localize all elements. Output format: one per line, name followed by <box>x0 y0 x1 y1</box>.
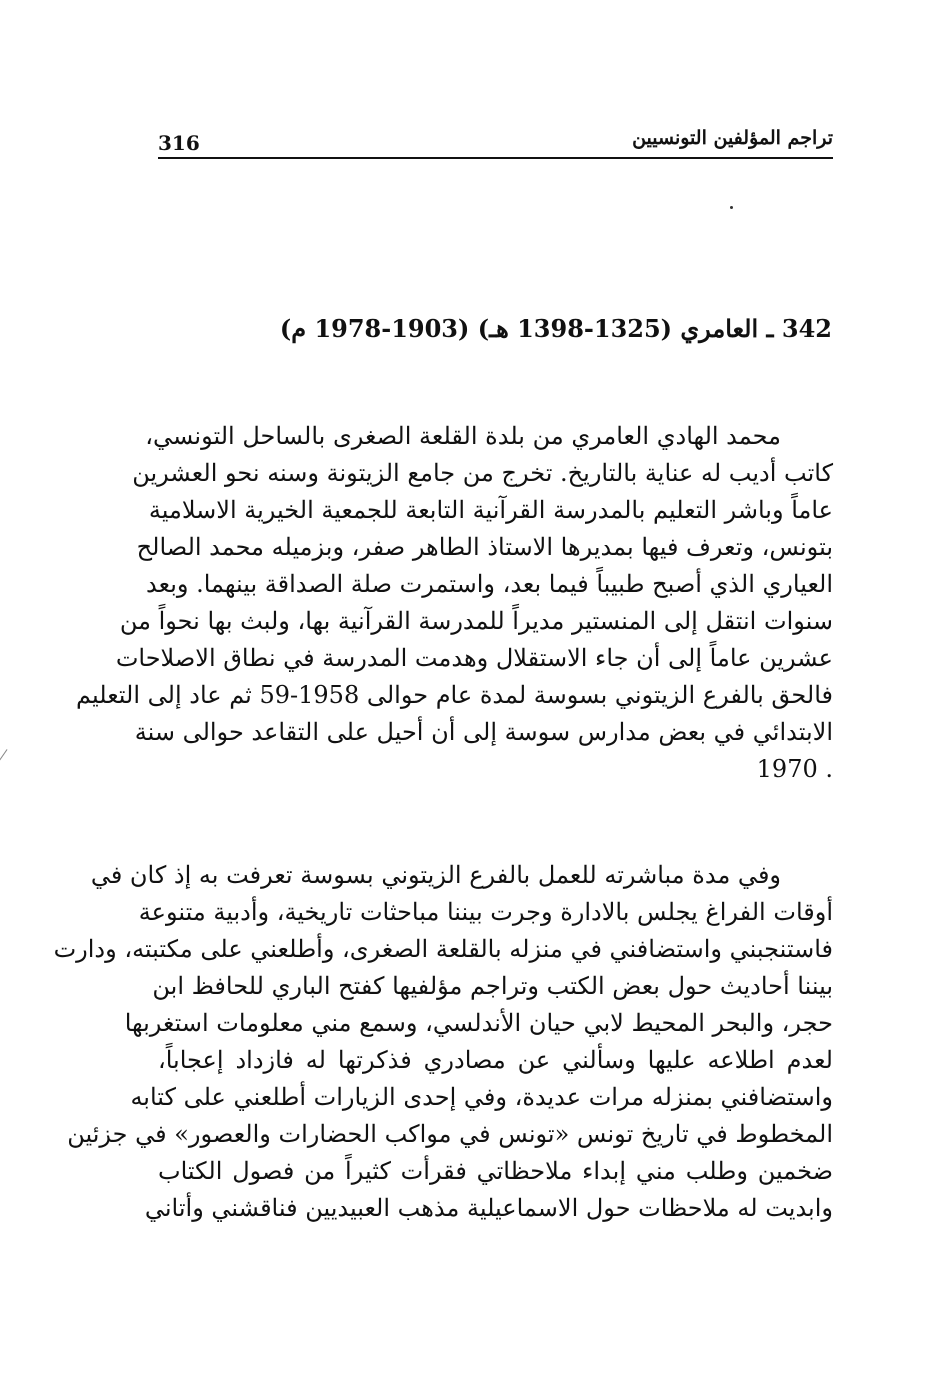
text-line: بيننا أحاديث حول بعض الكتب وتراجم مؤلفيها كفتح الباري للحافظ ابن <box>152 972 833 1000</box>
text-line: عشرين عاماً إلى أن جاء الاستقلال وهدمت المدرسة في نطاق الاصلاحات <box>115 644 833 672</box>
text-line: وابديت له ملاحظات حول الاسماعيلية مذهب العبيديين فناقشني وأتاني <box>144 1194 833 1222</box>
text-line: لعدم اطلاعه عليها وسألني عن مصادري فذكرتها له فازداد إعجاباً، <box>158 1046 833 1074</box>
text-line: العياري الذي أصبح طبيباً فيما بعد، واستمرت صلة الصداقة بينهما. وبعد <box>146 570 833 598</box>
paragraph-1 <box>76 418 833 788</box>
text-line: سنوات انتقل إلى المنستير مديراً للمدرسة القرآنية بها، ولبث بها نحواً من <box>119 607 833 635</box>
margin-mark <box>0 749 7 763</box>
text-line: كاتب أديب له عناية بالتاريخ. تخرج من جامع الزيتونة وسنه نحو العشرين <box>132 459 833 487</box>
text-line: فاستنجبني واستضافني في منزله بالقلعة الصغرى، وأطلعني على مكتبته، ودارت <box>53 935 833 963</box>
text-line: . 1970 <box>756 755 833 783</box>
text-line: واستضافني بمنزله مرات عديدة، وفي إحدى الزيارات أطلعني على كتابه <box>130 1083 833 1111</box>
entry-title: 342 ـ العامري (1325-1398 هـ) (1903-1978 م) <box>279 314 832 343</box>
text-line: محمد الهادي العامري من بلدة القلعة الصغرى بالساحل التونسي، <box>145 422 781 450</box>
text-line: بتونس، وتعرف فيها بمديرها الاستاذ الطاهر صفر، وبزميله محمد الصالح <box>136 533 833 561</box>
paragraph-2 <box>53 857 833 1227</box>
ink-speck <box>730 206 733 209</box>
text-line: عاماً وباشر التعليم بالمدرسة القرآنية التابعة للجمعية الخيرية الاسلامية <box>148 496 833 524</box>
page-header <box>158 125 833 159</box>
text-line: ضخمين وطلب مني إبداء ملاحظاتي فقرأت كثيراً من فصول الكتاب <box>158 1157 833 1185</box>
text-line: فالحق بالفرع الزيتوني بسوسة لمدة عام حوالى 1958-59 ثم عاد إلى التعليم <box>76 681 833 709</box>
running-title: تراجم المؤلفين التونسيين <box>632 127 833 149</box>
text-line: أوقات الفراغ يجلس بالادارة وجرت بيننا مباحثات تاريخية، وأدبية متنوعة <box>138 898 833 926</box>
text-line: الابتدائي في بعض مدارس سوسة إلى أن أحيل على التقاعد حوالى سنة <box>134 718 833 746</box>
text-line: وفي مدة مباشرته للعمل بالفرع الزيتوني بسوسة تعرفت به إذ كان في <box>90 861 781 889</box>
text-line: المخطوط في تاريخ تونس «تونس في مواكب الحضارات والعصور» في جزئين <box>67 1120 833 1148</box>
page-number: 316 <box>158 131 200 155</box>
text-line: حجر، والبحر المحيط لابي حيان الأندلسي، وسمع مني معلومات استغربها <box>124 1009 833 1037</box>
